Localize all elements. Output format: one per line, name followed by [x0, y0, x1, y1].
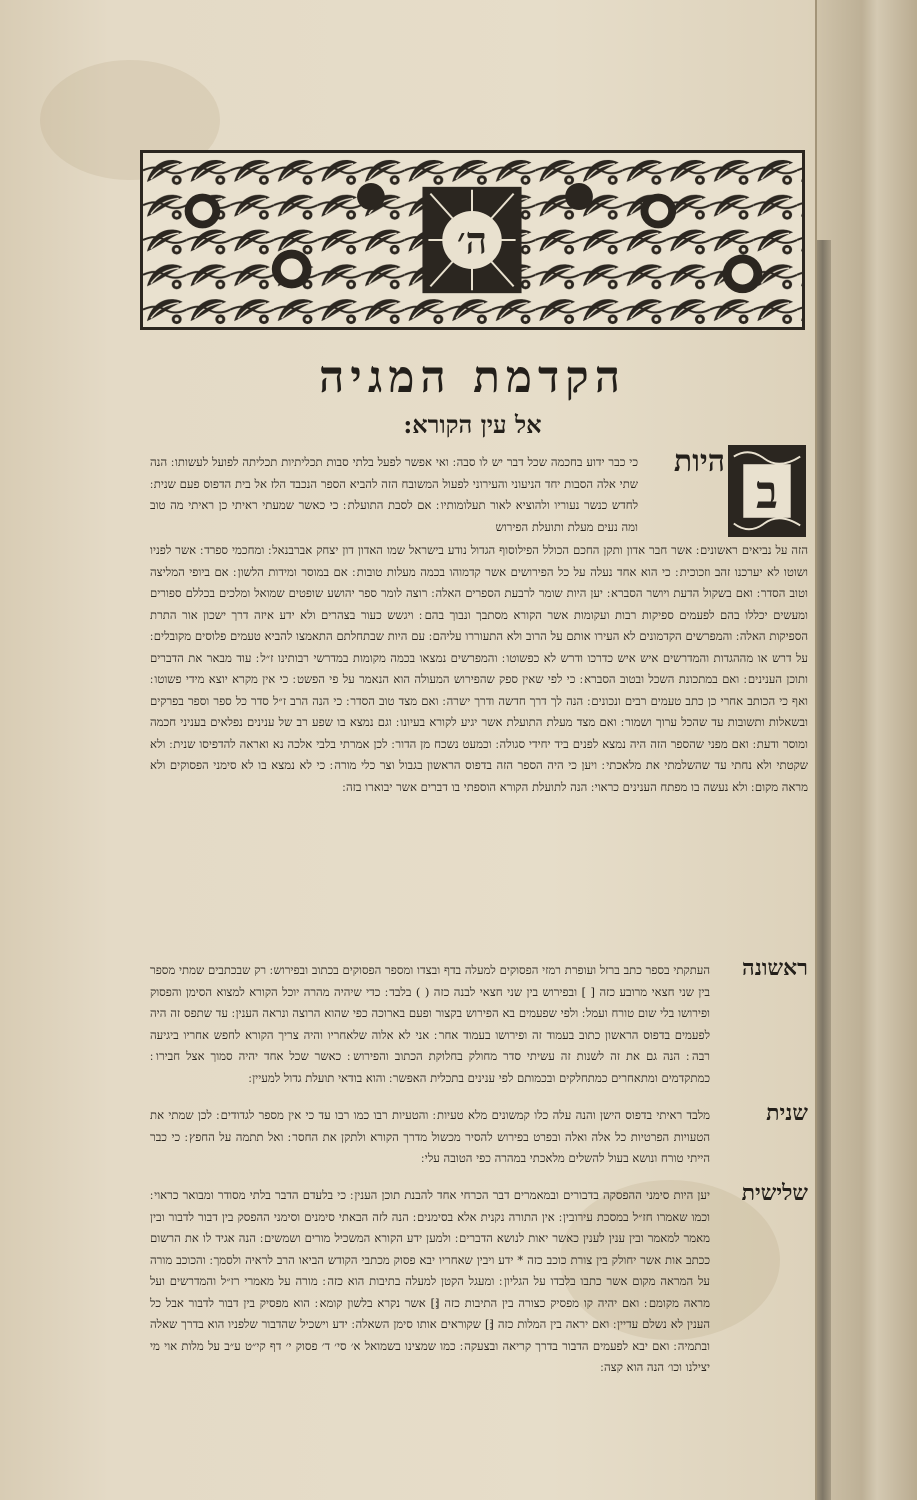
woodcut-headpiece — [140, 150, 805, 330]
page-subtitle: אל עין הקורא: — [403, 410, 542, 439]
divine-name-emblem: ה׳ — [456, 218, 488, 263]
lead-word: היות — [673, 444, 725, 479]
section-label-second: שנית — [766, 1100, 808, 1126]
intro-paragraph: הזה על נביאים ראשונים ׃ אשר חבר אדון ותקן החכם הכולל הפילוסוף הגדול נודע בישראל שמו האדון דון יצחק אברבנאל ׃ ומחכמי ספרד ׃ אשר לפניו ושוטו לא יערכנו זהב וזכוכית ׃ כי הוא אחד נעלה על כל הפירושים אשר קדמוהו בכמה מעלות טובות ׃ אם במוסר ומידות הלשון ׃ אם ביופי המליצה וטוב הסדר ׃ ואם בשקול הדעת ויושר הסברא ׃ יען היות שומר לרבעת הספרים האלה ׃ רוצה לומר ספר יהושע שופטים שמואל ומלכים בכללם ספורים ומעשים יכללו בהם לפעמים ספיקות רבות ועקומות אשר הקורא מסתבך ונבוך בהם ׃ ויגשש כעור בצהרים ולא ידע איזה דרך ישכון אור התרת הספיקות האלה ׃ והמפרשים הקדמונים לא העירו אותם על הרוב ולא התעוררו עליהם ׃ עם היות שבתחלתם התאמצו להביא טעמים פלוסים מקובלים ׃ על דרש או מההגדות והמדרשים איש איש כדרכו ודרש לא כפשוטו ׃ והמפרשים נמצאו בכמה מקומות במדרשי רבותינו ז״ל ׃ עוד מבאר את הדברים ותוכן הענינים ׃ ואם במתכונת השכל ובטוב הסברא ׃ כי לפי שאין ספק שהפירוש המעולה הוא הנאמר על פי הפשט ׃ כי אין מקרא יוצא מידי פשוטו ׃ ואף כי הכותב אחרי כן כתב טעמים רבים ונכונים ׃ הנה לך דרך חדשה ודרך ישרה ׃ ואם מצד טוב הסדר ׃ כי הנה הרב ז״ל סדר כל ספר וספר בפרקים ובשאלות ותשובות עד שהכל ערוך ושמור ׃ ואם מצד מעלת התועלת אשר יגיע לקורא בעיונו ׃ וגם נמצא בו שפע רב של ענינים נפלאים בעניני חכמה ומוסר ודעת ׃ ואם מפני שהספר הזה היה נמצא לפנים ביד יחידי סגולה ׃ וכמעט נשכח מן הדור ׃ לכן אמרתי בלבי אלכה נא ואראה להדפיסו שנית ׃ ולא שקטתי ולא נחתי עד שהשלמתי את מלאכתי ׃ ויען כי היה הספר הזה בדפוס הראשון בגבול וצר כלי מורה ׃ כי לא נמצא בו לא סימני הפסוקים ולא מראה מקום ׃ ולא נעשה בו מפתח הענינים כראוי ׃ הנה לתועלת הקורא הוספתי בו דברים אשר יבוארו בזה ׃ — [150, 543, 808, 794]
initial-letter: ב — [756, 465, 778, 520]
page-title: הקדמת המגיה — [318, 352, 626, 403]
section-paragraph-first: העתקתי בספר כתב ברזל ועופרת רמזי הפסוקים למעלה בדף ובצדו ומספר הפסוקים בכתוב ובפירוש ׃ רק שבכתבים שמתי מספר בין שני חצאי מרובע כזה [ ] ובפירוש בין שני חצאי לבנה כזה ( ) בלבד ׃ כדי שיהיה מהרה יוכל הקורא למצוא הסימן והפסוק ופירושו בלי שום טורח ועמל ׃ ולפי שפעמים בא הפירוש בקצור ופעם בארוכה כפי שהוא הרוצה ונראה הענין ׃ עד שתפס זה היה לפעמים בדפוס הראשון כתוב בעמוד זה ופירושו בעמוד אחר ׃ אני לא אלוה שלאחריו והיה צריך הקורא לחפש אחריו ביגיעה רבה ׃ הנה גם את זה לשנות זה עשיתי סדר מחולק בחלוקת הכתוב והפירוש ׃ כאשר שכל אחד יהיה סמוך אצל חבירו ׃ כמתקדמים ומתאחרים כמתחלקים ובכמותם לפי ענינים בתכלית האפשר ׃ והוא בודאי תועלת גדול למעיין ׃ — [150, 963, 710, 1085]
floral-ornament-icon — [143, 153, 802, 327]
section-paragraph-third: יען היות סימני ההפסקה בדבורים ובמאמרים דבר הכרחי אחד להבנת תוכן הענין ׃ כי בלעדם הדבר בלתי מסודר ומבואר כראוי ׃ וכמו שאמרו חז״ל במסכת עירובין ׃ אין התורה נקנית אלא בסימנים ׃ הנה לזה הבאתי סימנים וסימני ההפסק בין דבור לדבור ובין מאמר למאמר ובין ענין לענין כאשר יאות לנושא הדברים ׃ ולמען ידע הקורא המשכיל מורים ושמשים ׃ הנה אגיד לו את הרשום ככתב אות אשר יחולק בין צורת כוכב כזה * ידע ויבין שאחריו יבא פסוק מכתבי הקודש הביאו הרב לראיה ולסמך ׃ והכוכב מורה על המראה מקום אשר כתבו בלבדו על הגליון ׃ ומעגל הקטן למעלה בתיבות הוא כזה ׃ מורה על מאמרי רז״ל והמדרשים ועל מראה מקומם ׃ ואם יהיה קו מפסיק כצורה בין התיבות כזה [׃] אשר נקרא בלשון קומא ׃ הוא מפסיק בין דבור לדבור אבל כל הענין לא נשלם עדיין ׃ ואם יראה בין המלות כזה [׃] שקוראים אותו סימן השאלה ׃ ידע וישכיל שהדבור שלפניו הוא בדרך שאלה ובתמיה ׃ ואם יבא לפעמים הדבור בדרך קריאה ובצעקה ׃ כמו שמצינו בשמואל א׳ סי׳ ד׳ פסוק י׳ דף קי״ט ע״ב על מלות אוי מי יצילנו וכו׳ הנה הוא קצה ׃ — [150, 1188, 710, 1374]
section-paragraph-second: מלבד ראיתי בדפוס הישן והנה עלה כלו קמשונים מלא טעיות ׃ והטעיות רבו כמו רבו עד כי אין מספר לגדודים ׃ לכן שמתי את הטעויות הפרטיות כל אלה ואלה ובפרט בפירוש להסיר מכשול מדרך הקורא ולתקן את החסר ׃ ואל תתמה על החפץ ׃ כי כבר הייתי טורח ונושא בעול להשלים מלאכתי במהרה כפי הטובה עלי ׃ — [150, 1108, 710, 1165]
section-label-third: שלישית — [741, 1180, 808, 1206]
page-edge — [815, 0, 917, 1500]
initial-ornament-icon — [730, 447, 804, 535]
decorated-initial — [728, 445, 806, 537]
intro-paragraph-head: כי כבר ידוע בחכמה שכל דבר יש לו סבה ׃ ואי אפשר לפעל בלתי סבות תכליתיות תכליתה לפועל לעשותו ׃ הנה שתי אלה הסבות יחד הניעוני והעירוני לפעול המשובח הזה להביא הספר הנכבד הלז אל בית הדפוס פעם שנית ׃ לחדש כנשר נעוריו ולהוציא לאור תעלומותיו ׃ אם לסבת התועלת ׃ כי כאשר שמעתי ראיתי כן ראיתי מה טוב ומה נעים מעלת ותועלת הפירוש — [150, 455, 638, 534]
section-label-first: ראשונה — [742, 955, 808, 981]
page-fold-shadow — [817, 240, 831, 1500]
